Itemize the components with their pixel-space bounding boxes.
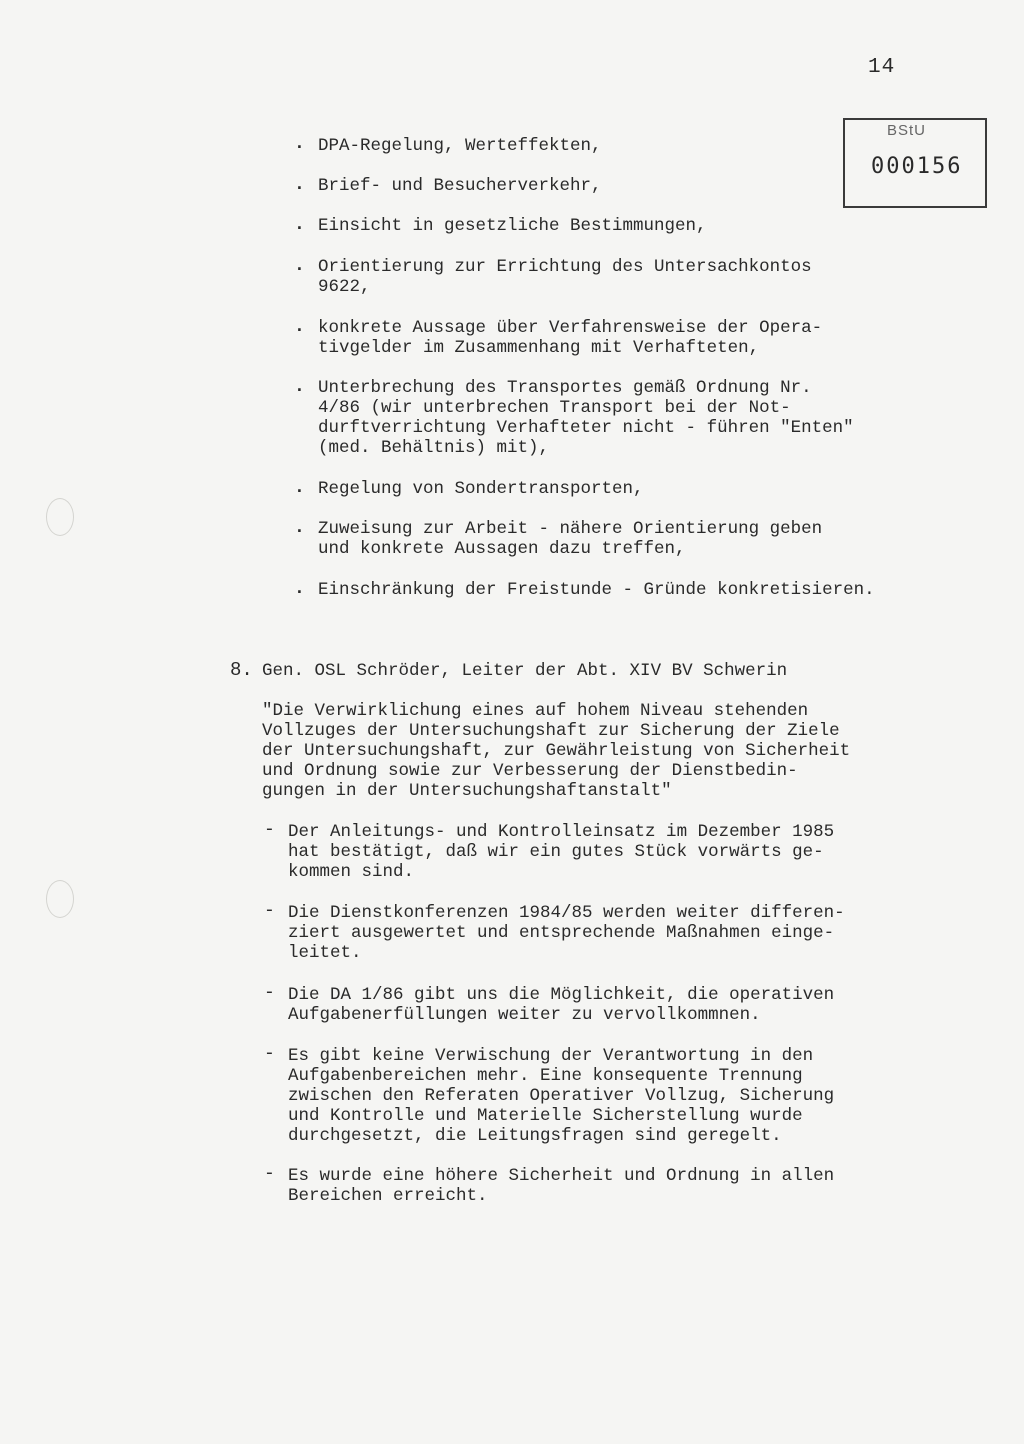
dash-item-line: und Kontrolle und Materielle Sicherstellung wurde <box>288 1106 803 1126</box>
bullet-line: Brief- und Besucherverkehr, <box>318 176 602 196</box>
bullet-line: durftverrichtung Verhafteter nicht - führen "Enten" <box>318 418 854 438</box>
bullet-dot: . <box>294 377 305 397</box>
dash-item-line: Die DA 1/86 gibt uns die Möglichkeit, die operativen <box>288 985 835 1005</box>
bullet-dot: . <box>294 215 305 235</box>
bullet-dot: . <box>294 175 305 195</box>
bullet-dot: . <box>294 579 305 599</box>
dash-item-line: Der Anleitungs- und Kontrolleinsatz im Dezember 1985 <box>288 822 835 842</box>
punch-hole-mark <box>46 498 74 536</box>
quote-line: der Untersuchungshaft, zur Gewährleistung von Sicherheit <box>262 741 851 761</box>
punch-hole-mark <box>46 880 74 918</box>
bullet-dot: . <box>294 478 305 498</box>
bullet-line: Unterbrechung des Transportes gemäß Ordnung Nr. <box>318 378 812 398</box>
dash-item-line: Aufgabenerfüllungen weiter zu vervollkommnen. <box>288 1005 761 1025</box>
bullet-dot: . <box>294 256 305 276</box>
stamp-label: BStU <box>887 122 927 139</box>
archive-stamp <box>843 118 987 208</box>
quote-line: gungen in der Untersuchungshaftanstalt" <box>262 781 672 801</box>
dash-item-line: Die Dienstkonferenzen 1984/85 werden weiter differen- <box>288 903 845 923</box>
section-heading: Gen. OSL Schröder, Leiter der Abt. XIV BV Schwerin <box>262 661 788 681</box>
bullet-line: 4/86 (wir unterbrechen Transport bei der Not- <box>318 398 791 418</box>
page-number: 14 <box>868 56 896 79</box>
bullet-dot: . <box>294 134 305 154</box>
dash-item-line: Es wurde eine höhere Sicherheit und Ordnung in allen <box>288 1166 835 1186</box>
dash-marker: - <box>264 983 275 1003</box>
dash-item-line: durchgesetzt, die Leitungsfragen sind geregelt. <box>288 1126 782 1146</box>
bullet-line: tivgelder im Zusammenhang mit Verhafteten, <box>318 338 760 358</box>
bullet-dot: . <box>294 317 305 337</box>
bullet-line: DPA-Regelung, Werteffekten, <box>318 136 602 156</box>
bullet-line: Orientierung zur Errichtung des Untersachkontos <box>318 257 812 277</box>
dash-marker: - <box>264 820 275 840</box>
bullet-line: (med. Behältnis) mit), <box>318 438 550 458</box>
section-number: 8. <box>230 659 253 681</box>
stamp-number: 000156 <box>871 154 963 179</box>
quote-line: und Ordnung sowie zur Verbesserung der Dienstbedin- <box>262 761 798 781</box>
quote-line: "Die Verwirklichung eines auf hohem Niveau stehenden <box>262 701 809 721</box>
dash-marker: - <box>264 1164 275 1184</box>
dash-item-line: zwischen den Referaten Operativer Vollzug, Sicherung <box>288 1086 835 1106</box>
bullet-line: und konkrete Aussagen dazu treffen, <box>318 539 686 559</box>
dash-marker: - <box>264 901 275 921</box>
dash-item-line: Es gibt keine Verwischung der Verantwortung in den <box>288 1046 814 1066</box>
dash-item-line: kommen sind. <box>288 862 415 882</box>
bullet-line: Einschränkung der Freistunde - Gründe konkretisieren. <box>318 580 875 600</box>
bullet-line: Zuweisung zur Arbeit - nähere Orientierung geben <box>318 519 823 539</box>
dash-item-line: hat bestätigt, daß wir ein gutes Stück vorwärts ge- <box>288 842 824 862</box>
dash-marker: - <box>264 1044 275 1064</box>
bullet-line: Regelung von Sondertransporten, <box>318 479 644 499</box>
bullet-dot: . <box>294 518 305 538</box>
dash-item-line: Aufgabenbereichen mehr. Eine konsequente Trennung <box>288 1066 803 1086</box>
dash-item-line: leitet. <box>288 943 362 963</box>
dash-item-line: ziert ausgewertet und entsprechende Maßnahmen einge- <box>288 923 835 943</box>
bullet-line: konkrete Aussage über Verfahrensweise der Opera- <box>318 318 823 338</box>
bullet-line: 9622, <box>318 277 371 297</box>
quote-line: Vollzuges der Untersuchungshaft zur Sicherung der Ziele <box>262 721 840 741</box>
bullet-line: Einsicht in gesetzliche Bestimmungen, <box>318 216 707 236</box>
dash-item-line: Bereichen erreicht. <box>288 1186 488 1206</box>
